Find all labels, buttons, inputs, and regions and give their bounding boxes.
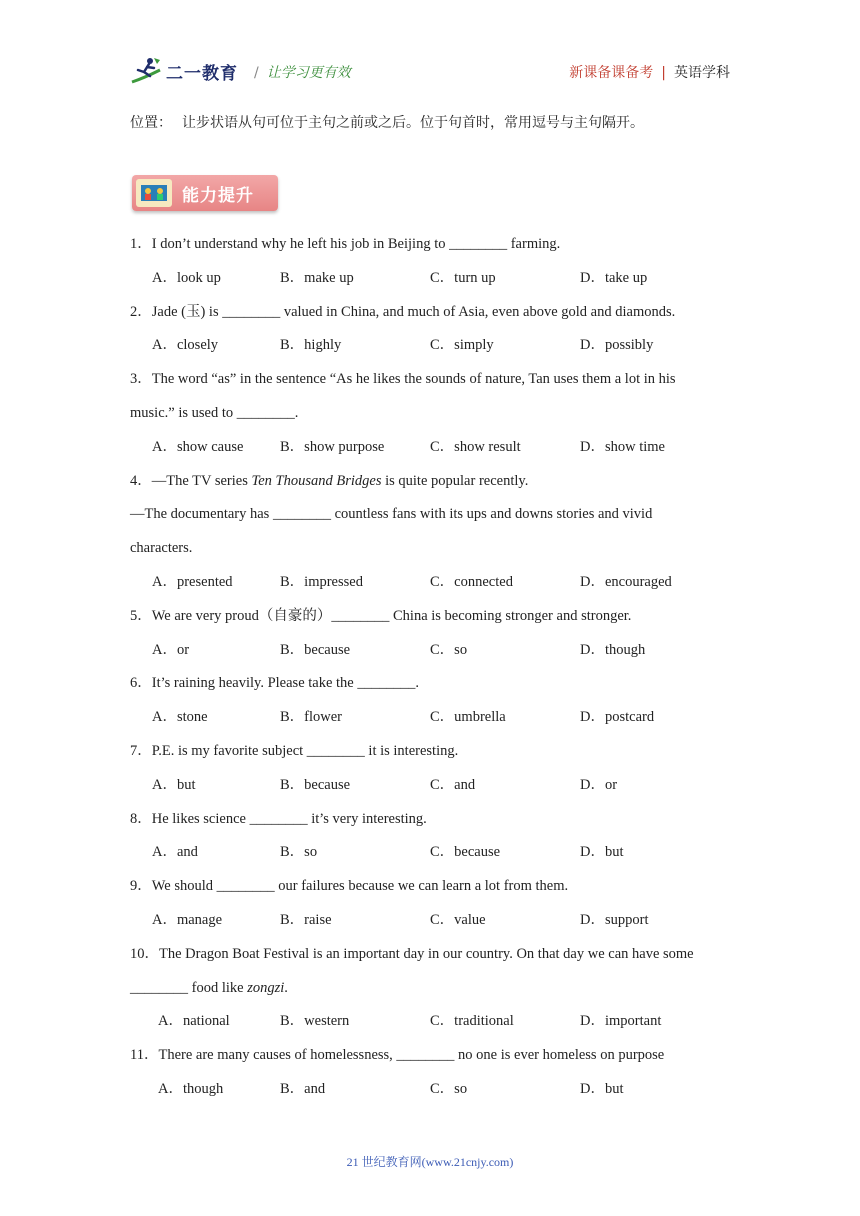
question-stem: 6．It’s raining heavily. Please take the ________. xyxy=(130,675,419,692)
option-d[interactable]: D．though xyxy=(580,641,646,658)
slogan-text: 让学习更有效 xyxy=(266,65,351,81)
option-a[interactable]: A．closely xyxy=(152,337,219,354)
people-icon xyxy=(136,179,172,207)
options-row xyxy=(130,262,730,296)
question-stem: 1．I don’t understand why he left his job in Beijing to ________ farming. xyxy=(130,236,561,252)
question-stem: 5．We are very proud（自豪的）________ China is becoming stronger and stronger. xyxy=(130,607,632,624)
options-row xyxy=(130,634,730,668)
runner-logo-icon xyxy=(130,56,164,86)
option-d[interactable]: D．encouraged xyxy=(580,573,672,590)
option-a[interactable]: A．but xyxy=(152,776,196,793)
subject-label: 英语学科 xyxy=(674,65,730,81)
course-label: 新课备课备考 xyxy=(569,65,654,81)
option-c[interactable]: C．value xyxy=(430,911,486,928)
option-a[interactable]: A．or xyxy=(152,641,190,658)
options-row xyxy=(130,701,730,735)
option-c[interactable]: C．connected xyxy=(430,573,513,590)
option-d[interactable]: D．or xyxy=(580,776,618,793)
option-a[interactable]: A．stone xyxy=(152,709,208,726)
option-d[interactable]: D．postcard xyxy=(580,709,655,726)
question-stem: 3．The word “as” in the sentence “As he likes the sounds of nature, Tan uses them a lot in his xyxy=(130,371,676,388)
question-list xyxy=(130,228,730,1107)
options-row xyxy=(130,836,730,870)
option-b[interactable]: B．make up xyxy=(280,269,354,286)
option-b[interactable]: B．highly xyxy=(280,337,342,354)
question-stem: 7．P.E. is my favorite subject ________ it is interesting. xyxy=(130,742,459,759)
slogan-slash: / xyxy=(254,65,259,81)
option-a[interactable]: A．show cause xyxy=(152,438,244,455)
section-banner xyxy=(132,175,278,211)
option-a[interactable]: A．and xyxy=(152,844,198,861)
option-a[interactable]: A．look up xyxy=(152,269,221,286)
section-title: 能力提升 xyxy=(182,185,254,206)
intro-line xyxy=(130,112,644,132)
options-row xyxy=(130,769,730,803)
option-b[interactable]: B．flower xyxy=(280,709,343,726)
header-course-info xyxy=(569,62,730,82)
question-stem: 8．He likes science ________ it’s very interesting. xyxy=(130,810,427,827)
option-a[interactable]: A．national xyxy=(158,1013,230,1030)
page-header xyxy=(130,56,730,92)
question-stem: 10．The Dragon Boat Festival is an important day in our country. On that day we can have some xyxy=(130,945,694,962)
option-c[interactable]: C．show result xyxy=(430,438,521,455)
option-b[interactable]: B．because xyxy=(280,776,351,793)
option-c[interactable]: C．umbrella xyxy=(430,709,506,726)
option-c[interactable]: C．traditional xyxy=(430,1013,514,1030)
intro-label: 位置： xyxy=(130,115,172,131)
option-b[interactable]: B．because xyxy=(280,641,351,658)
option-d[interactable]: D．show time xyxy=(580,438,665,455)
option-c[interactable]: C．turn up xyxy=(430,269,496,286)
option-c[interactable]: C．so xyxy=(430,641,468,658)
question-stem: 2．Jade (玉) is ________ valued in China, and much of Asia, even above gold and diamonds. xyxy=(130,303,676,320)
header-separator: | xyxy=(661,65,666,81)
options-row xyxy=(130,566,730,600)
slogan xyxy=(254,62,351,82)
options-row xyxy=(130,904,730,938)
option-b[interactable]: B．show purpose xyxy=(280,438,385,455)
option-d[interactable]: D．but xyxy=(580,1080,624,1097)
question-stem: 4．—The TV series Ten Thousand Bridges is quite popular recently. xyxy=(130,472,529,489)
option-c[interactable]: C．and xyxy=(430,776,476,793)
option-b[interactable]: B．so xyxy=(280,844,318,861)
option-d[interactable]: D．support xyxy=(580,911,649,928)
question-stem-continued: —The documentary has ________ countless fans with its ups and downs stories and vivid xyxy=(130,506,653,523)
question-stem: 9．We should ________ our failures because we can learn a lot from them. xyxy=(130,878,569,895)
logo-text: 二一教育 xyxy=(166,63,238,84)
question-stem-continued: music.” is used to ________. xyxy=(130,404,299,421)
options-row xyxy=(130,1073,730,1107)
option-c[interactable]: C．simply xyxy=(430,337,494,354)
option-b[interactable]: B．impressed xyxy=(280,573,363,590)
options-row xyxy=(130,431,730,465)
page-footer[interactable]: 21 世纪教育网(www.21cnjy.com) xyxy=(346,1155,514,1169)
intro-text: 让步状语从句可位于主句之前或之后。位于句首时，常用逗号与主句隔开。 xyxy=(182,115,644,131)
logo xyxy=(130,56,238,86)
question-stem-continued: characters. xyxy=(130,540,193,557)
option-b[interactable]: B．western xyxy=(280,1013,350,1030)
option-d[interactable]: D．important xyxy=(580,1013,662,1030)
question-stem: 11．There are many causes of homelessness, ________ no one is ever homeless on purpose xyxy=(130,1047,665,1064)
option-b[interactable]: B．raise xyxy=(280,911,332,928)
option-a[interactable]: A．presented xyxy=(152,573,233,590)
options-row xyxy=(130,329,730,363)
options-row xyxy=(130,1005,730,1039)
option-c[interactable]: C．because xyxy=(430,844,501,861)
option-d[interactable]: D．take up xyxy=(580,269,648,286)
option-d[interactable]: D．possibly xyxy=(580,337,654,354)
option-d[interactable]: D．but xyxy=(580,844,624,861)
option-a[interactable]: A．manage xyxy=(152,911,223,928)
option-a[interactable]: A．though xyxy=(158,1080,224,1097)
question-stem-continued: ________ food like zongzi. xyxy=(130,979,288,996)
option-c[interactable]: C．so xyxy=(430,1080,468,1097)
option-b[interactable]: B．and xyxy=(280,1080,326,1097)
